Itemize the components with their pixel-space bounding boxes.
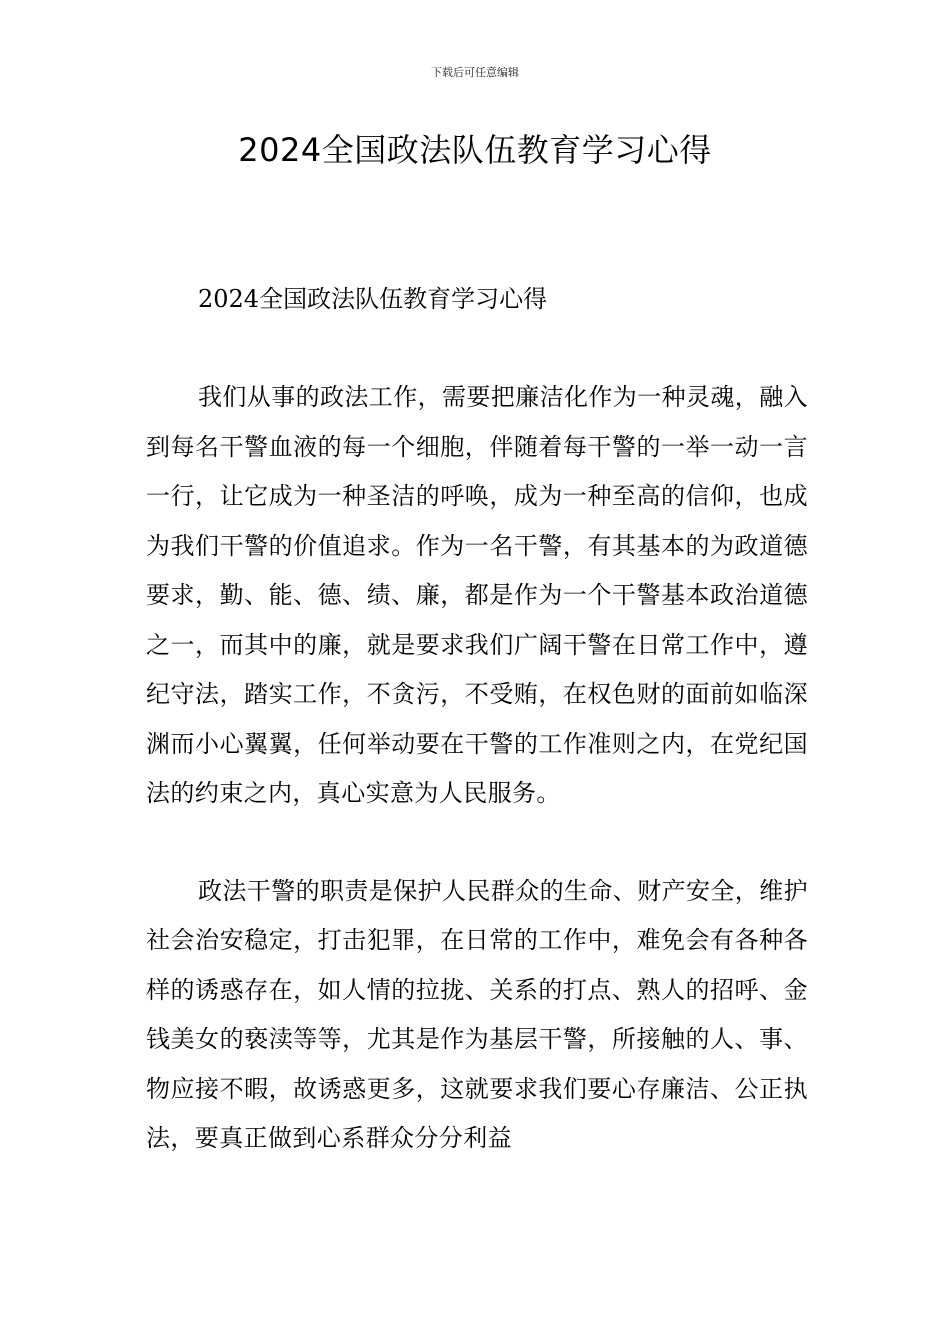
document-title: 2024全国政法队伍教育学习心得 (238, 131, 712, 169)
document-body (146, 274, 808, 1164)
body-paragraph: 政法干警的职责是保护人民群众的生命、财产安全，维护社会治安稳定，打击犯罪，在日常的工作中，难免会有各种各样的诱惑存在，如人情的拉拢、关系的打点、熟人的招呼、金钱美女的亵渎等等，尤其是作为基层干警，所接触的人、事、物应接不暇，故诱惑更多，这就要求我们要心存廉洁、公正执法，要真正做到心系群众分分利益 (146, 876, 808, 1152)
body-paragraph: 我们从事的政法工作，需要把廉洁化作为一种灵魂，融入到每名干警血液的每一个细胞，伴随着每干警的一举一动一言一行，让它成为一种圣洁的呼唤，成为一种至高的信仰，也成为我们干警的价值追求。作为一名干警，有其基本的为政道德要求，勤、能、德、绩、廉，都是作为一个干警基本政治道德之一，而其中的廉，就是要求我们广阔干警在日常工作中，遵纪守法，踏实工作，不贪污，不受贿，在权色财的面前如临深渊而小心翼翼，任何举动要在干警的工作准则之内，在党纪国法的约束之内，真心实意为人民服务。 (146, 383, 808, 807)
document-subtitle: 2024全国政法队伍教育学习心得 (198, 285, 548, 313)
header-note: 下载后可任意编辑 (431, 66, 519, 79)
